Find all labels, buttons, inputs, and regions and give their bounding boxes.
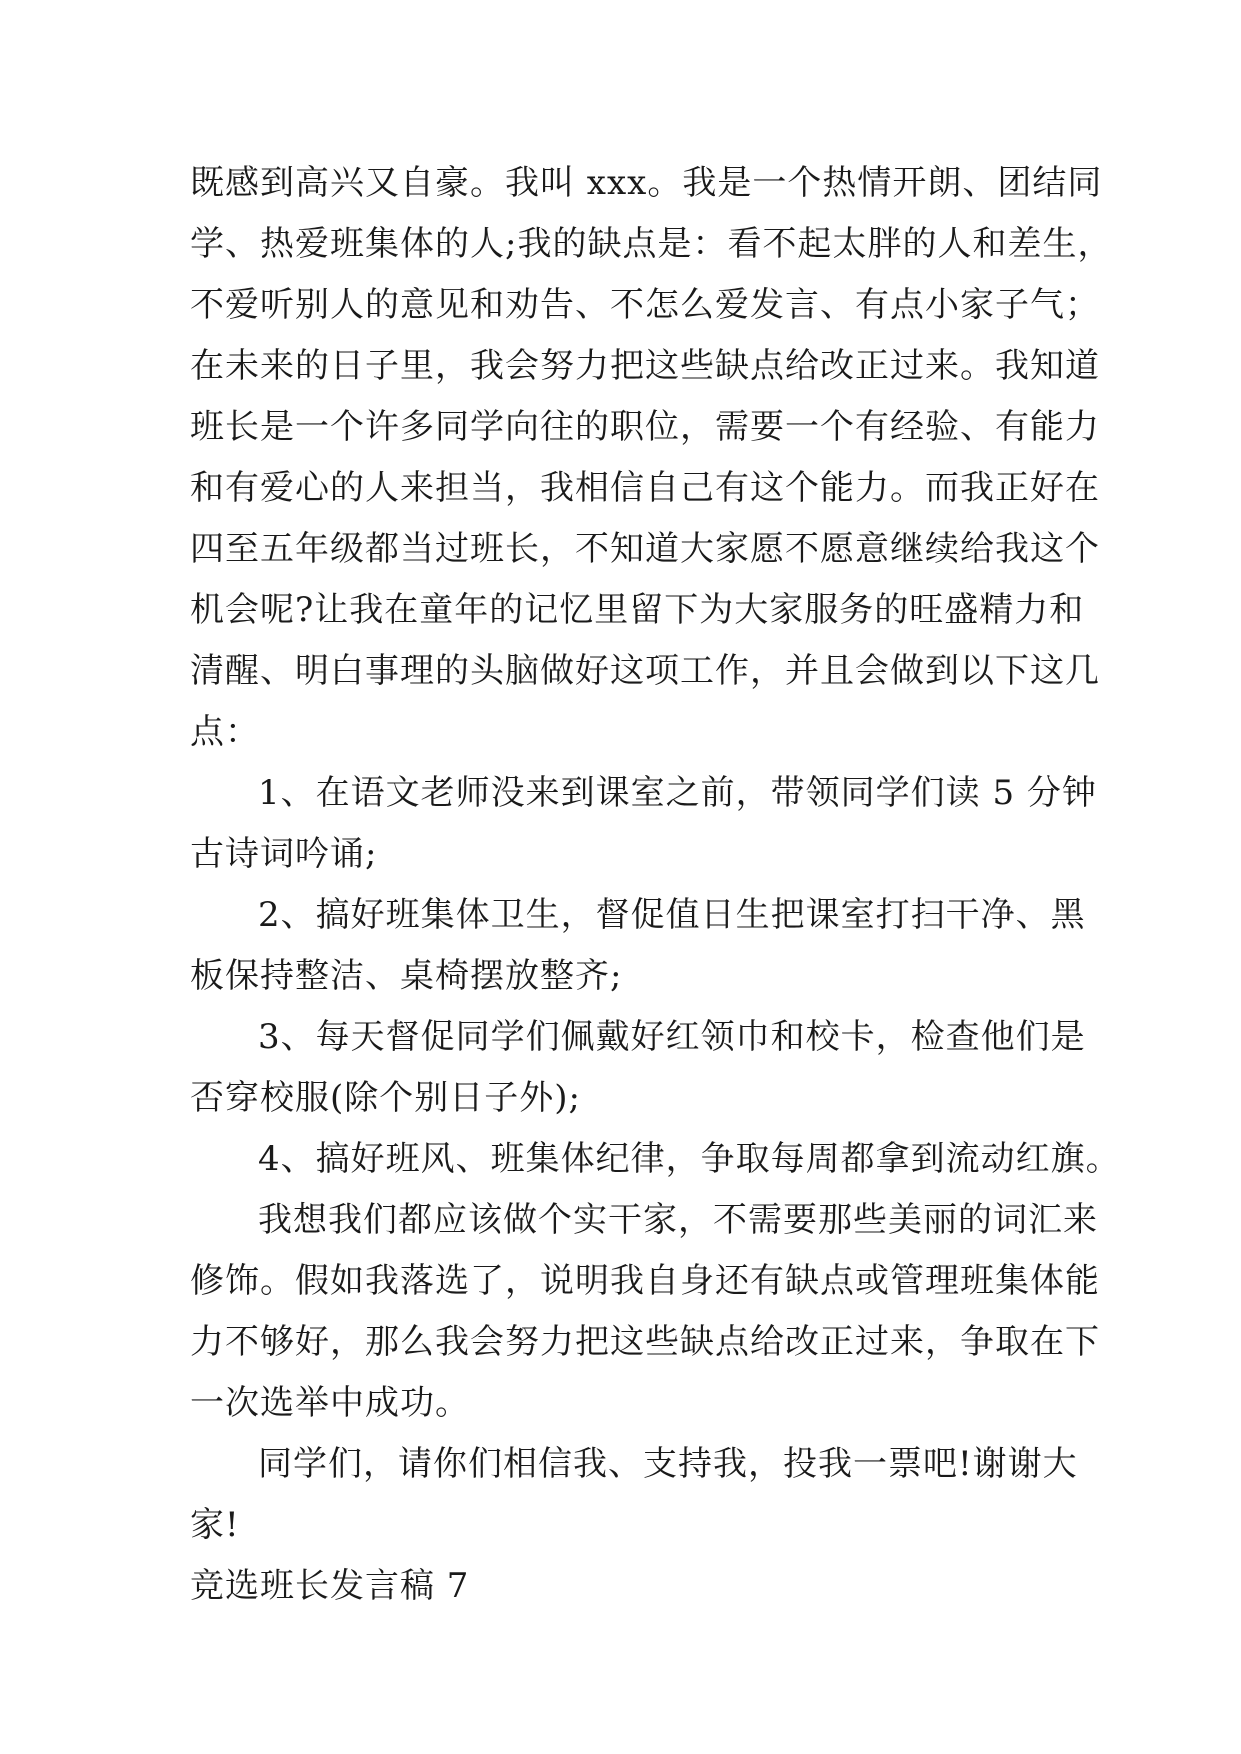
text-line: 力不够好，那么我会努力把这些缺点给改正过来，争取在下: [190, 1322, 1100, 1362]
document-body: [190, 153, 1121, 1617]
list-item-4-line: 4、搞好班风、班集体纪律，争取每周都拿到流动红旗。: [258, 1139, 1121, 1179]
list-item-3-line: 3、每天督促同学们佩戴好红领巾和校卡，检查他们是: [258, 1017, 1086, 1057]
text-line: 四至五年级都当过班长，不知道大家愿不愿意继续给我这个: [190, 529, 1100, 569]
paragraph-start-line: 同学们，请你们相信我、支持我，投我一票吧!谢谢大: [258, 1444, 1078, 1484]
text-line: 既感到高兴又自豪。我叫 xxx。我是一个热情开朗、团结同: [190, 163, 1103, 203]
text-line: 不爱听别人的意见和劝告、不怎么爱发言、有点小家子气；: [190, 285, 1100, 325]
text-line: 和有爱心的人来担当，我相信自己有这个能力。而我正好在: [190, 468, 1100, 508]
text-line: 点：: [190, 712, 260, 752]
text-line: 清醒、明白事理的头脑做好这项工作，并且会做到以下这几: [190, 651, 1100, 691]
text-line: 否穿校服(除个别日子外);: [190, 1078, 581, 1118]
section-heading: 竞选班长发言稿 7: [190, 1566, 470, 1606]
paragraph-start-line: 我想我们都应该做个实干家，不需要那些美丽的词汇来: [258, 1200, 1098, 1240]
list-item-1-line: 1、在语文老师没来到课室之前，带领同学们读 5 分钟: [258, 773, 1097, 813]
text-line: 家!: [190, 1505, 240, 1545]
text-line: 一次选举中成功。: [190, 1383, 470, 1423]
list-item-2-line: 2、搞好班集体卫生，督促值日生把课室打扫干净、黑: [258, 895, 1086, 935]
text-line: 班长是一个许多同学向往的职位，需要一个有经验、有能力: [190, 407, 1100, 447]
text-line: 学、热爱班集体的人;我的缺点是：看不起太胖的人和差生，: [190, 224, 1113, 264]
text-line: 在未来的日子里，我会努力把这些缺点给改正过来。我知道: [190, 346, 1100, 386]
text-line: 机会呢?让我在童年的记忆里留下为大家服务的旺盛精力和: [190, 590, 1085, 630]
text-line: 古诗词吟诵;: [190, 834, 378, 874]
text-line: 修饰。假如我落选了，说明我自身还有缺点或管理班集体能: [190, 1261, 1100, 1301]
text-line: 板保持整洁、桌椅摆放整齐;: [190, 956, 623, 996]
